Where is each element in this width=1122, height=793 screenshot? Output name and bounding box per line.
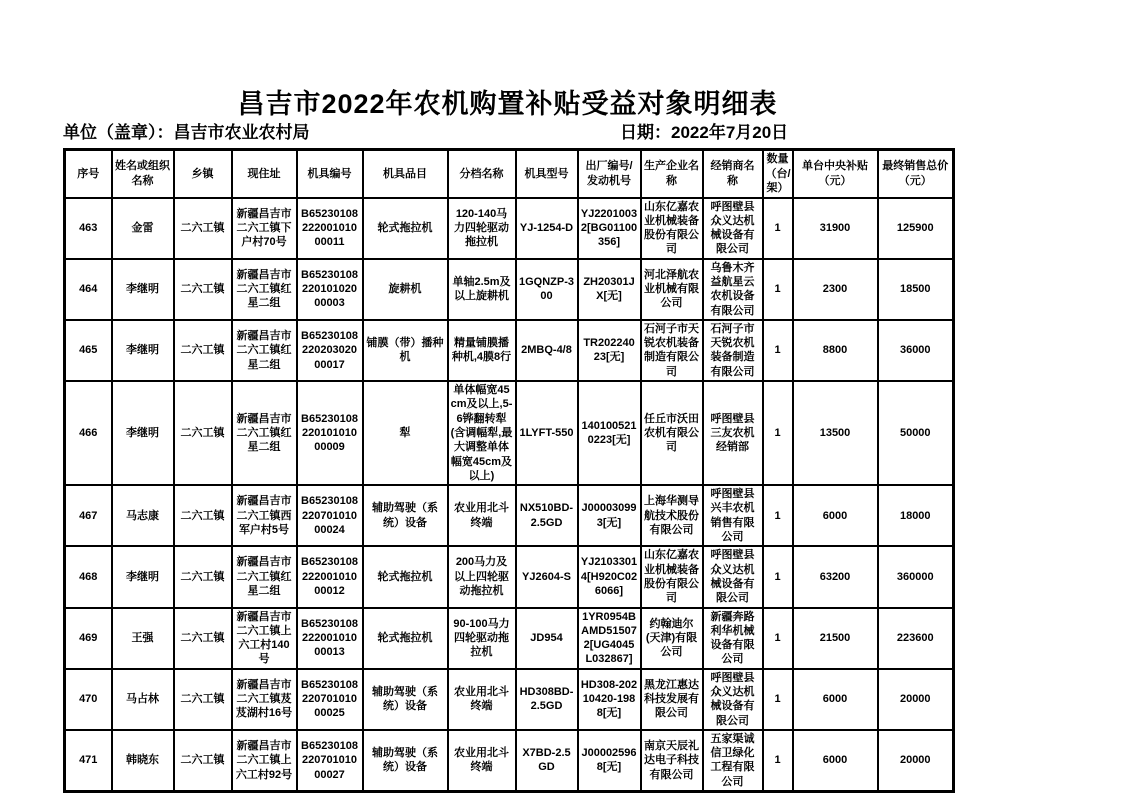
cell-address: 新疆昌吉市二六工镇西军户村5号 — [232, 485, 297, 546]
cell-central-subsidy: 6000 — [793, 730, 878, 792]
cell-manufacturer: 河北泽航农业机械有限公司 — [641, 259, 703, 320]
cell-township: 二六工镇 — [174, 669, 232, 730]
cell-category: 辅助驾驶（系统）设备 — [363, 669, 448, 730]
cell-serial: 466 — [65, 381, 112, 485]
cell-dealer: 呼图壁县三友农机经销部 — [703, 381, 763, 485]
cell-township: 二六工镇 — [174, 320, 232, 381]
column-header-serial: 序号 — [65, 150, 112, 198]
meta-row — [63, 118, 952, 142]
cell-dealer: 呼图壁县兴丰农机销售有限公司 — [703, 485, 763, 546]
cell-name: 金雷 — [112, 198, 174, 259]
cell-class-name: 精量铺膜播种机,4膜8行 — [448, 320, 516, 381]
cell-manufacturer: 南京天辰礼达电子科技有限公司 — [641, 730, 703, 792]
cell-serial: 469 — [65, 608, 112, 669]
cell-address: 新疆昌吉市二六工镇上六工村140号 — [232, 608, 297, 669]
cell-class-name: 90-100马力四轮驱动拖拉机 — [448, 608, 516, 669]
cell-manufacturer: 任丘市沃田农机有限公司 — [641, 381, 703, 485]
cell-manufacturer: 上海华测导航技术股份有限公司 — [641, 485, 703, 546]
cell-model: 1LYFT-550 — [516, 381, 578, 485]
cell-dealer: 新疆奔路利华机械设备有限公司 — [703, 608, 763, 669]
cell-machine-no: B6523010822200101000012 — [297, 546, 363, 607]
column-header-machine-no: 机具编号 — [297, 150, 363, 198]
cell-quantity: 1 — [763, 669, 793, 730]
cell-factory-no: YJ22010032[BG01100356] — [578, 198, 641, 259]
header-row — [65, 150, 954, 198]
cell-quantity: 1 — [763, 485, 793, 546]
column-header-total-price: 最终销售总价（元） — [878, 150, 954, 198]
cell-address: 新疆昌吉市二六工镇芨芨湖村16号 — [232, 669, 297, 730]
subsidy-table — [63, 148, 955, 793]
cell-factory-no: YJ21033014[H920C026066] — [578, 546, 641, 607]
cell-total-price: 125900 — [878, 198, 954, 259]
cell-machine-no: B6523010822200101000011 — [297, 198, 363, 259]
cell-dealer: 乌鲁木齐益航星云农机设备有限公司 — [703, 259, 763, 320]
table-row — [65, 259, 954, 320]
cell-category: 轮式拖拉机 — [363, 546, 448, 607]
cell-factory-no: J000025968[无] — [578, 730, 641, 792]
cell-class-name: 农业用北斗终端 — [448, 730, 516, 792]
cell-class-name: 200马力及以上四轮驱动拖拉机 — [448, 546, 516, 607]
cell-quantity: 1 — [763, 320, 793, 381]
cell-central-subsidy: 13500 — [793, 381, 878, 485]
table-row — [65, 669, 954, 730]
cell-total-price: 18000 — [878, 485, 954, 546]
page-title: 昌吉市2022年农机购置补贴受益对象明细表 — [237, 89, 778, 119]
cell-township: 二六工镇 — [174, 485, 232, 546]
cell-class-name: 农业用北斗终端 — [448, 669, 516, 730]
cell-manufacturer: 山东亿嘉农业机械装备股份有限公司 — [641, 198, 703, 259]
cell-serial: 463 — [65, 198, 112, 259]
table-row — [65, 485, 954, 546]
cell-total-price: 36000 — [878, 320, 954, 381]
cell-class-name: 120-140马力四轮驱动拖拉机 — [448, 198, 516, 259]
cell-township: 二六工镇 — [174, 730, 232, 792]
column-header-category: 机具品目 — [363, 150, 448, 198]
cell-central-subsidy: 2300 — [793, 259, 878, 320]
cell-quantity: 1 — [763, 730, 793, 792]
cell-total-price: 360000 — [878, 546, 954, 607]
cell-serial: 465 — [65, 320, 112, 381]
cell-serial: 470 — [65, 669, 112, 730]
cell-central-subsidy: 63200 — [793, 546, 878, 607]
column-header-address: 现住址 — [232, 150, 297, 198]
table-row — [65, 730, 954, 792]
cell-machine-no: B6523010822200101000013 — [297, 608, 363, 669]
cell-manufacturer: 黑龙江惠达科技发展有限公司 — [641, 669, 703, 730]
cell-model: YJ2604-S — [516, 546, 578, 607]
cell-model: 1GQNZP-300 — [516, 259, 578, 320]
cell-dealer: 呼图壁县众义达机械设备有限公司 — [703, 546, 763, 607]
cell-category: 轮式拖拉机 — [363, 198, 448, 259]
column-header-class-name: 分档名称 — [448, 150, 516, 198]
subsidy-table-body — [65, 198, 954, 792]
cell-serial: 464 — [65, 259, 112, 320]
cell-name: 马志康 — [112, 485, 174, 546]
cell-total-price: 223600 — [878, 608, 954, 669]
column-header-model: 机具型号 — [516, 150, 578, 198]
cell-category: 辅助驾驶（系统）设备 — [363, 485, 448, 546]
column-header-manufacturer: 生产企业名称 — [641, 150, 703, 198]
cell-central-subsidy: 21500 — [793, 608, 878, 669]
cell-category: 轮式拖拉机 — [363, 608, 448, 669]
cell-total-price: 20000 — [878, 669, 954, 730]
cell-address: 新疆昌吉市二六工镇下户村70号 — [232, 198, 297, 259]
cell-factory-no: 1YR0954BAMD515072[UG4045L032867] — [578, 608, 641, 669]
cell-central-subsidy: 6000 — [793, 485, 878, 546]
cell-machine-no: B6523010822010101000009 — [297, 381, 363, 485]
cell-factory-no: 1401005210223[无] — [578, 381, 641, 485]
cell-address: 新疆昌吉市二六工镇上六工村92号 — [232, 730, 297, 792]
cell-total-price: 50000 — [878, 381, 954, 485]
cell-quantity: 1 — [763, 198, 793, 259]
cell-dealer: 呼图壁县众义达机械设备有限公司 — [703, 198, 763, 259]
cell-dealer: 五家渠诚信卫绿化工程有限公司 — [703, 730, 763, 792]
table-row — [65, 198, 954, 259]
cell-quantity: 1 — [763, 381, 793, 485]
column-header-name: 姓名或组织名称 — [112, 150, 174, 198]
table-row — [65, 546, 954, 607]
column-header-central-subsidy: 单台中央补贴（元） — [793, 150, 878, 198]
cell-address: 新疆昌吉市二六工镇红星二组 — [232, 259, 297, 320]
cell-manufacturer: 约翰迪尔(天津)有限公司 — [641, 608, 703, 669]
cell-name: 李继明 — [112, 381, 174, 485]
cell-manufacturer: 山东亿嘉农业机械装备股份有限公司 — [641, 546, 703, 607]
cell-machine-no: B6523010822020302000017 — [297, 320, 363, 381]
cell-factory-no: TR20224023[无] — [578, 320, 641, 381]
cell-central-subsidy: 31900 — [793, 198, 878, 259]
cell-name: 李继明 — [112, 259, 174, 320]
table-row — [65, 608, 954, 669]
cell-class-name: 农业用北斗终端 — [448, 485, 516, 546]
cell-quantity: 1 — [763, 608, 793, 669]
cell-total-price: 18500 — [878, 259, 954, 320]
cell-model: JD954 — [516, 608, 578, 669]
cell-township: 二六工镇 — [174, 546, 232, 607]
cell-model: X7BD-2.5GD — [516, 730, 578, 792]
subsidy-table-head — [65, 150, 954, 198]
cell-category: 铺膜（带）播种机 — [363, 320, 448, 381]
table-row — [65, 320, 954, 381]
unit-seal-label: 单位（盖章）：昌吉市农业农村局 — [63, 123, 310, 142]
column-header-township: 乡镇 — [174, 150, 232, 198]
cell-factory-no: ZH20301JX[无] — [578, 259, 641, 320]
cell-machine-no: B6523010822070101000025 — [297, 669, 363, 730]
cell-serial: 467 — [65, 485, 112, 546]
cell-name: 李继明 — [112, 320, 174, 381]
cell-township: 二六工镇 — [174, 259, 232, 320]
cell-dealer: 石河子市天锐农机装备制造有限公司 — [703, 320, 763, 381]
cell-factory-no: J000030993[无] — [578, 485, 641, 546]
cell-manufacturer: 石河子市天锐农机装备制造有限公司 — [641, 320, 703, 381]
cell-dealer: 呼图壁县众义达机械设备有限公司 — [703, 669, 763, 730]
cell-class-name: 单体幅宽45cm及以上,5-6铧翻转犁(含调幅犁,最大调整单体幅宽45cm及以上) — [448, 381, 516, 485]
cell-quantity: 1 — [763, 546, 793, 607]
column-header-dealer: 经销商名称 — [703, 150, 763, 198]
cell-serial: 471 — [65, 730, 112, 792]
cell-name: 马占林 — [112, 669, 174, 730]
cell-category: 辅助驾驶（系统）设备 — [363, 730, 448, 792]
cell-class-name: 单轴2.5m及以上旋耕机 — [448, 259, 516, 320]
cell-factory-no: HD308-20210420-1988[无] — [578, 669, 641, 730]
cell-township: 二六工镇 — [174, 608, 232, 669]
cell-address: 新疆昌吉市二六工镇红星二组 — [232, 320, 297, 381]
cell-machine-no: B6523010822070101000024 — [297, 485, 363, 546]
cell-model: NX510BD-2.5GD — [516, 485, 578, 546]
cell-township: 二六工镇 — [174, 381, 232, 485]
cell-name: 李继明 — [112, 546, 174, 607]
cell-model: YJ-1254-D — [516, 198, 578, 259]
cell-total-price: 20000 — [878, 730, 954, 792]
cell-model: HD308BD-2.5GD — [516, 669, 578, 730]
column-header-factory-no: 出厂编号/发动机号 — [578, 150, 641, 198]
cell-name: 韩晓东 — [112, 730, 174, 792]
cell-central-subsidy: 6000 — [793, 669, 878, 730]
cell-central-subsidy: 8800 — [793, 320, 878, 381]
cell-name: 王强 — [112, 608, 174, 669]
cell-category: 犁 — [363, 381, 448, 485]
cell-machine-no: B6523010822010102000003 — [297, 259, 363, 320]
column-header-quantity: 数量（台/架） — [763, 150, 793, 198]
cell-serial: 468 — [65, 546, 112, 607]
cell-address: 新疆昌吉市二六工镇红星二组 — [232, 546, 297, 607]
cell-model: 2MBQ-4/8 — [516, 320, 578, 381]
cell-machine-no: B6523010822070101000027 — [297, 730, 363, 792]
cell-category: 旋耕机 — [363, 259, 448, 320]
table-row — [65, 381, 954, 485]
cell-township: 二六工镇 — [174, 198, 232, 259]
cell-address: 新疆昌吉市二六工镇红星二组 — [232, 381, 297, 485]
cell-quantity: 1 — [763, 259, 793, 320]
date-label: 日期：2022年7月20日 — [620, 123, 789, 142]
